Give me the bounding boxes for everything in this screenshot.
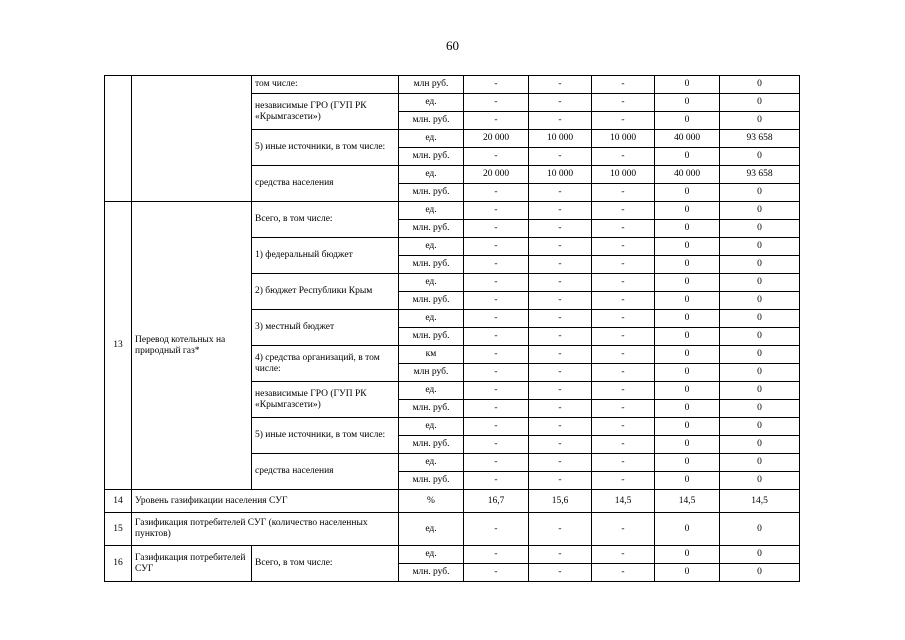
value-cell: 93 658 [720, 166, 800, 184]
unit-cell: млн. руб. [399, 328, 464, 346]
indicator-name-cell: Газификация потребителей СУГ [132, 546, 252, 582]
value-cell: 40 000 [655, 166, 720, 184]
value-cell: - [464, 256, 529, 274]
value-cell: 0 [655, 472, 720, 490]
unit-cell: млн. руб. [399, 472, 464, 490]
value-cell: 15,6 [529, 490, 592, 513]
value-cell: - [592, 220, 655, 238]
value-cell: - [464, 382, 529, 400]
value-cell: 0 [720, 400, 800, 418]
value-cell: 0 [720, 76, 800, 94]
value-cell: - [529, 220, 592, 238]
value-cell: - [592, 513, 655, 546]
table-row [105, 546, 800, 564]
subitem-cell: 5) иные источники, в том числе: [252, 418, 399, 454]
unit-cell: ед. [399, 382, 464, 400]
value-cell: - [464, 148, 529, 166]
value-cell: - [592, 148, 655, 166]
value-cell: 0 [655, 418, 720, 436]
value-cell: 0 [655, 364, 720, 382]
value-cell: - [592, 94, 655, 112]
value-cell: 0 [720, 564, 800, 582]
value-cell: 0 [720, 220, 800, 238]
value-cell: 20 000 [464, 166, 529, 184]
row-number-cell: 14 [105, 490, 132, 513]
value-cell: - [529, 472, 592, 490]
value-cell: 10 000 [529, 166, 592, 184]
unit-cell: ед. [399, 418, 464, 436]
value-cell: 0 [655, 400, 720, 418]
value-cell: 10 000 [592, 166, 655, 184]
unit-cell: млн. руб. [399, 564, 464, 582]
value-cell: - [529, 76, 592, 94]
value-cell: 0 [655, 328, 720, 346]
unit-cell: ед. [399, 310, 464, 328]
value-cell: 0 [655, 546, 720, 564]
value-cell: 14,5 [655, 490, 720, 513]
value-cell: - [464, 513, 529, 546]
unit-cell: млн. руб. [399, 112, 464, 130]
indicator-name-cell [132, 76, 252, 202]
row-number-cell: 13 [105, 202, 132, 490]
value-cell: 14,5 [592, 490, 655, 513]
value-cell: 0 [720, 418, 800, 436]
unit-cell: млн. руб. [399, 400, 464, 418]
unit-cell: ед. [399, 546, 464, 564]
value-cell: 0 [655, 436, 720, 454]
value-cell: - [464, 76, 529, 94]
value-cell: - [529, 564, 592, 582]
value-cell: 0 [720, 292, 800, 310]
subitem-cell: том числе: [252, 76, 399, 94]
subitem-cell: 2) бюджет Республики Крым [252, 274, 399, 310]
value-cell: 14,5 [720, 490, 800, 513]
value-cell: 0 [720, 202, 800, 220]
value-cell: - [592, 418, 655, 436]
value-cell: 0 [655, 292, 720, 310]
table-body [105, 76, 800, 582]
value-cell: 0 [655, 76, 720, 94]
subitem-cell: средства населения [252, 166, 399, 202]
value-cell: 0 [720, 364, 800, 382]
value-cell: 0 [720, 112, 800, 130]
value-cell: - [592, 310, 655, 328]
unit-cell: ед. [399, 202, 464, 220]
value-cell: 0 [720, 382, 800, 400]
value-cell: - [464, 310, 529, 328]
program-indicators-table [104, 75, 800, 582]
value-cell: - [592, 274, 655, 292]
value-cell: 40 000 [655, 130, 720, 148]
value-cell: - [592, 76, 655, 94]
value-cell: - [592, 400, 655, 418]
value-cell: - [529, 382, 592, 400]
value-cell: - [464, 436, 529, 454]
subitem-cell: средства населения [252, 454, 399, 490]
value-cell: 0 [655, 454, 720, 472]
value-cell: 0 [720, 436, 800, 454]
value-cell: 0 [655, 513, 720, 546]
value-cell: - [464, 364, 529, 382]
value-cell: - [464, 184, 529, 202]
unit-cell: ед. [399, 166, 464, 184]
value-cell: - [529, 546, 592, 564]
page-number: 60 [446, 38, 459, 53]
value-cell: 0 [655, 148, 720, 166]
value-cell: 0 [720, 238, 800, 256]
value-cell: - [529, 328, 592, 346]
value-cell: - [464, 472, 529, 490]
value-cell: - [592, 364, 655, 382]
value-cell: - [464, 112, 529, 130]
value-cell: - [529, 202, 592, 220]
value-cell: - [464, 328, 529, 346]
value-cell: - [592, 238, 655, 256]
indicator-name-cell: Уровень газификации населения СУГ [132, 490, 399, 513]
value-cell: 0 [655, 184, 720, 202]
value-cell: 0 [720, 274, 800, 292]
value-cell: 20 000 [464, 130, 529, 148]
value-cell: - [529, 238, 592, 256]
indicator-name-cell: Перевод котельных на природный газ* [132, 202, 252, 490]
subitem-cell: Всего, в том числе: [252, 202, 399, 238]
table-row [105, 490, 800, 513]
subitem-cell: независимые ГРО (ГУП РК «Крымгазсети») [252, 382, 399, 418]
value-cell: - [592, 546, 655, 564]
value-cell: - [592, 292, 655, 310]
unit-cell: ед. [399, 454, 464, 472]
value-cell: - [592, 346, 655, 364]
value-cell: - [529, 346, 592, 364]
value-cell: - [464, 418, 529, 436]
value-cell: - [529, 184, 592, 202]
value-cell: - [592, 382, 655, 400]
unit-cell: ед. [399, 94, 464, 112]
value-cell: - [464, 400, 529, 418]
value-cell: - [529, 513, 592, 546]
value-cell: - [464, 220, 529, 238]
value-cell: 0 [655, 310, 720, 328]
value-cell: - [529, 292, 592, 310]
unit-cell: млн руб. [399, 364, 464, 382]
value-cell: 0 [720, 328, 800, 346]
value-cell: 0 [655, 274, 720, 292]
unit-cell: млн руб. [399, 76, 464, 94]
value-cell: - [592, 436, 655, 454]
value-cell: - [464, 94, 529, 112]
value-cell: - [592, 184, 655, 202]
value-cell: 0 [720, 184, 800, 202]
unit-cell: ед. [399, 130, 464, 148]
subitem-cell: 3) местный бюджет [252, 310, 399, 346]
value-cell: 10 000 [592, 130, 655, 148]
value-cell: - [592, 454, 655, 472]
value-cell: 0 [655, 220, 720, 238]
unit-cell: млн. руб. [399, 220, 464, 238]
value-cell: 0 [720, 546, 800, 564]
value-cell: - [592, 564, 655, 582]
value-cell: 0 [655, 382, 720, 400]
value-cell: - [464, 454, 529, 472]
unit-cell: млн. руб. [399, 256, 464, 274]
value-cell: - [592, 472, 655, 490]
value-cell: - [529, 94, 592, 112]
value-cell: - [464, 274, 529, 292]
value-cell: 0 [655, 112, 720, 130]
row-number-cell [105, 76, 132, 202]
value-cell: - [592, 328, 655, 346]
value-cell: - [529, 274, 592, 292]
value-cell: - [529, 112, 592, 130]
unit-cell: ед. [399, 274, 464, 292]
row-number-cell: 16 [105, 546, 132, 582]
value-cell: 93 658 [720, 130, 800, 148]
value-cell: - [464, 202, 529, 220]
value-cell: 16,7 [464, 490, 529, 513]
unit-cell: млн. руб. [399, 292, 464, 310]
value-cell: - [464, 346, 529, 364]
value-cell: 0 [720, 148, 800, 166]
value-cell: - [464, 292, 529, 310]
value-cell: - [529, 148, 592, 166]
subitem-cell: Всего, в том числе: [252, 546, 399, 582]
value-cell: - [529, 436, 592, 454]
value-cell: - [529, 454, 592, 472]
value-cell: 0 [655, 238, 720, 256]
value-cell: - [529, 364, 592, 382]
value-cell: 0 [720, 94, 800, 112]
subitem-cell: 5) иные источники, в том числе: [252, 130, 399, 166]
subitem-cell: 4) средства организаций, в том числе: [252, 346, 399, 382]
value-cell: 0 [655, 564, 720, 582]
value-cell: - [592, 256, 655, 274]
value-cell: - [529, 310, 592, 328]
value-cell: - [592, 202, 655, 220]
value-cell: 0 [720, 513, 800, 546]
table-row [105, 202, 800, 220]
value-cell: 0 [720, 256, 800, 274]
value-cell: - [529, 400, 592, 418]
indicator-name-cell: Газификация потребителей СУГ (количество населенных пунктов) [132, 513, 399, 546]
unit-cell: млн. руб. [399, 184, 464, 202]
value-cell: - [529, 418, 592, 436]
value-cell: - [464, 564, 529, 582]
value-cell: 0 [720, 472, 800, 490]
unit-cell: ед. [399, 238, 464, 256]
value-cell: 0 [655, 94, 720, 112]
unit-cell: км [399, 346, 464, 364]
value-cell: 0 [720, 454, 800, 472]
value-cell: 0 [655, 256, 720, 274]
value-cell: - [464, 546, 529, 564]
value-cell: 10 000 [529, 130, 592, 148]
unit-cell: ед. [399, 513, 464, 546]
row-number-cell: 15 [105, 513, 132, 546]
value-cell: - [464, 238, 529, 256]
value-cell: - [529, 256, 592, 274]
unit-cell: % [399, 490, 464, 513]
value-cell: 0 [720, 346, 800, 364]
value-cell: 0 [720, 310, 800, 328]
value-cell: - [592, 112, 655, 130]
table-row [105, 76, 800, 94]
value-cell: 0 [655, 346, 720, 364]
subitem-cell: 1) федеральный бюджет [252, 238, 399, 274]
value-cell: 0 [655, 202, 720, 220]
table-row [105, 513, 800, 546]
unit-cell: млн. руб. [399, 436, 464, 454]
unit-cell: млн. руб. [399, 148, 464, 166]
subitem-cell: независимые ГРО (ГУП РК «Крымгазсети») [252, 94, 399, 130]
